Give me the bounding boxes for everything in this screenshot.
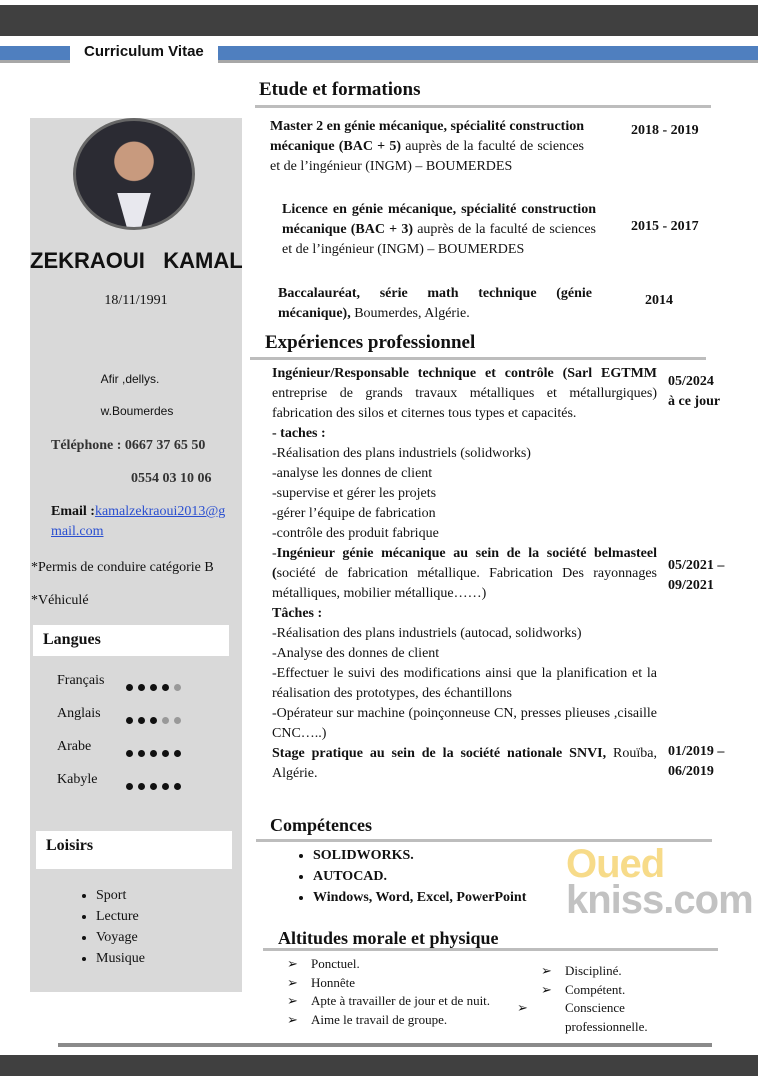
language-level: [126, 777, 186, 795]
watermark-part2: kniss.com: [566, 878, 753, 922]
level-dot: [174, 684, 181, 691]
header-band-left: [0, 46, 70, 63]
skill-item: • AUTOCAD.: [313, 866, 526, 887]
divider: [263, 948, 718, 951]
attitude-item: ➢ Ponctuel.: [287, 955, 490, 974]
phone-secondary: 0554 03 10 06: [131, 471, 212, 486]
language-name: Kabyle: [57, 772, 98, 787]
level-dot: [162, 750, 169, 757]
level-dot: [126, 684, 133, 691]
level-dot: [150, 717, 157, 724]
education-date: 2018 - 2019: [631, 123, 699, 138]
header-band-right: [218, 46, 758, 63]
profile-photo: [73, 118, 195, 230]
bottom-bar: [0, 1055, 758, 1076]
level-dot: [162, 783, 169, 790]
language-level: [126, 744, 186, 762]
attitudes-list-2: [541, 962, 671, 1036]
divider: [255, 105, 711, 108]
birthdate: 18/11/1991: [104, 293, 168, 308]
language-name: Anglais: [57, 706, 101, 721]
hobbies-list: [76, 885, 145, 969]
education-heading: Etude et formations: [259, 79, 421, 100]
hobby-item: • Sport: [96, 885, 145, 906]
attitude-item: ➢ Conscience professionnelle.: [541, 999, 671, 1036]
attitude-item: ➢ Apte à travailler de jour et de nuit.: [287, 992, 490, 1011]
skill-item: • Windows, Word, Excel, PowerPoint: [313, 887, 526, 908]
experience-date: 01/2019 – 06/2019: [668, 744, 725, 779]
experience-date: 05/2024 à ce jour: [668, 374, 721, 409]
experience-heading: Expériences professionnel: [265, 332, 476, 353]
experience-item: Ingénieur/Responsable technique et contrôle (Sarl EGTMM entreprise de grands travaux métalliques et métallurgiques) fabrication des silos et citernes tous types et capacités. - taches : -Réalisation des plans industriels (solidworks) -analyse les donnes de client -supervise et gérer les projets -gérer l’équipe de fabrication -contrôle des produit fabrique -Ingénieur génie mécanique au sein de la société belmasteel (société de fabrication métallique. Fabrication Des rayonnages métalliques, mobilier métallique……) Tâches : -Réalisation des plans industriels (autocad, solidworks) -Analyse des donnes de client -Effectuer le suivi des modifications ainsi que la planification et la réalisation des prototypes, des échantillons -Opérateur sur machine (poinçonneuse CN, presses plieuses ,cisaille CNC…..) Stage pratique au sein de la société nationale SNVI, Rouïba, Algérie.: [272, 366, 657, 781]
hobby-item: • Musique: [96, 948, 145, 969]
education-date: 2014: [645, 293, 673, 308]
hobby-item: • Lecture: [96, 906, 145, 927]
address-line2: w.Boumerdes: [100, 404, 174, 418]
attitude-item: ➢ Compétent.: [541, 981, 671, 1000]
divider: [250, 357, 706, 360]
level-dot: [138, 783, 145, 790]
level-dot: [138, 684, 145, 691]
footer-rule: [58, 1043, 712, 1047]
document-title: Curriculum Vitae: [84, 43, 204, 60]
education-item: Licence en génie mécanique, spécialité construction mécanique (BAC + 3) auprès de la faculté de sciences et de l’ingénieur (INGM) – BOUMERDES: [282, 202, 596, 257]
language-name: Arabe: [57, 739, 92, 754]
level-dot: [126, 717, 133, 724]
driving-license: *Permis de conduire catégorie B: [31, 560, 214, 575]
languages-heading: Langues: [33, 625, 229, 656]
level-dot: [126, 783, 133, 790]
skill-item: • SOLIDWORKS.: [313, 845, 526, 866]
phone: Téléphone : 0667 37 65 50: [51, 438, 206, 453]
level-dot: [150, 684, 157, 691]
vehicle: *Véhiculé: [31, 593, 89, 608]
level-dot: [126, 750, 133, 757]
top-bar: [0, 5, 758, 36]
education-date: 2015 - 2017: [631, 219, 699, 234]
attitude-item: ➢ Honnête: [287, 974, 490, 993]
email-label: Email :: [51, 504, 95, 519]
level-dot: [174, 750, 181, 757]
experience-date: 05/2021 – 09/2021: [668, 558, 725, 593]
hobby-item: • Voyage: [96, 927, 145, 948]
watermark-part1: Oued: [566, 842, 665, 886]
education-item: Master 2 en génie mécanique, spécialité construction mécanique (BAC + 5) auprès de la faculté de sciences et de l’ingénieur (INGM) – BOUMERDES: [270, 119, 584, 174]
education-item: Baccalauréat, série math technique (génie mécanique), Boumerdes, Algérie.: [278, 286, 592, 321]
skills-heading: Compétences: [270, 815, 372, 835]
hobbies-heading: Loisirs: [36, 831, 232, 869]
level-dot: [150, 783, 157, 790]
language-name: Français: [57, 673, 105, 688]
language-level: [126, 711, 186, 729]
candidate-name: ZEKRAOUI KAMAL: [30, 248, 243, 273]
level-dot: [162, 717, 169, 724]
level-dot: [138, 717, 145, 724]
attitudes-heading: Altitudes morale et physique: [278, 928, 499, 948]
level-dot: [174, 717, 181, 724]
email-link[interactable]: kamalzekraoui2013@gmail.com: [51, 504, 226, 539]
language-level: [126, 678, 186, 696]
attitude-item: ➢ Aime le travail de groupe.: [287, 1011, 490, 1030]
level-dot: [162, 684, 169, 691]
level-dot: [150, 750, 157, 757]
attitudes-list-1: [287, 955, 490, 1029]
level-dot: [138, 750, 145, 757]
attitude-item: ➢ Discipliné.: [541, 962, 671, 981]
level-dot: [174, 783, 181, 790]
skills-list: [293, 845, 526, 908]
address-line1: Afir ,dellys.: [100, 372, 160, 386]
watermark: [566, 842, 758, 922]
